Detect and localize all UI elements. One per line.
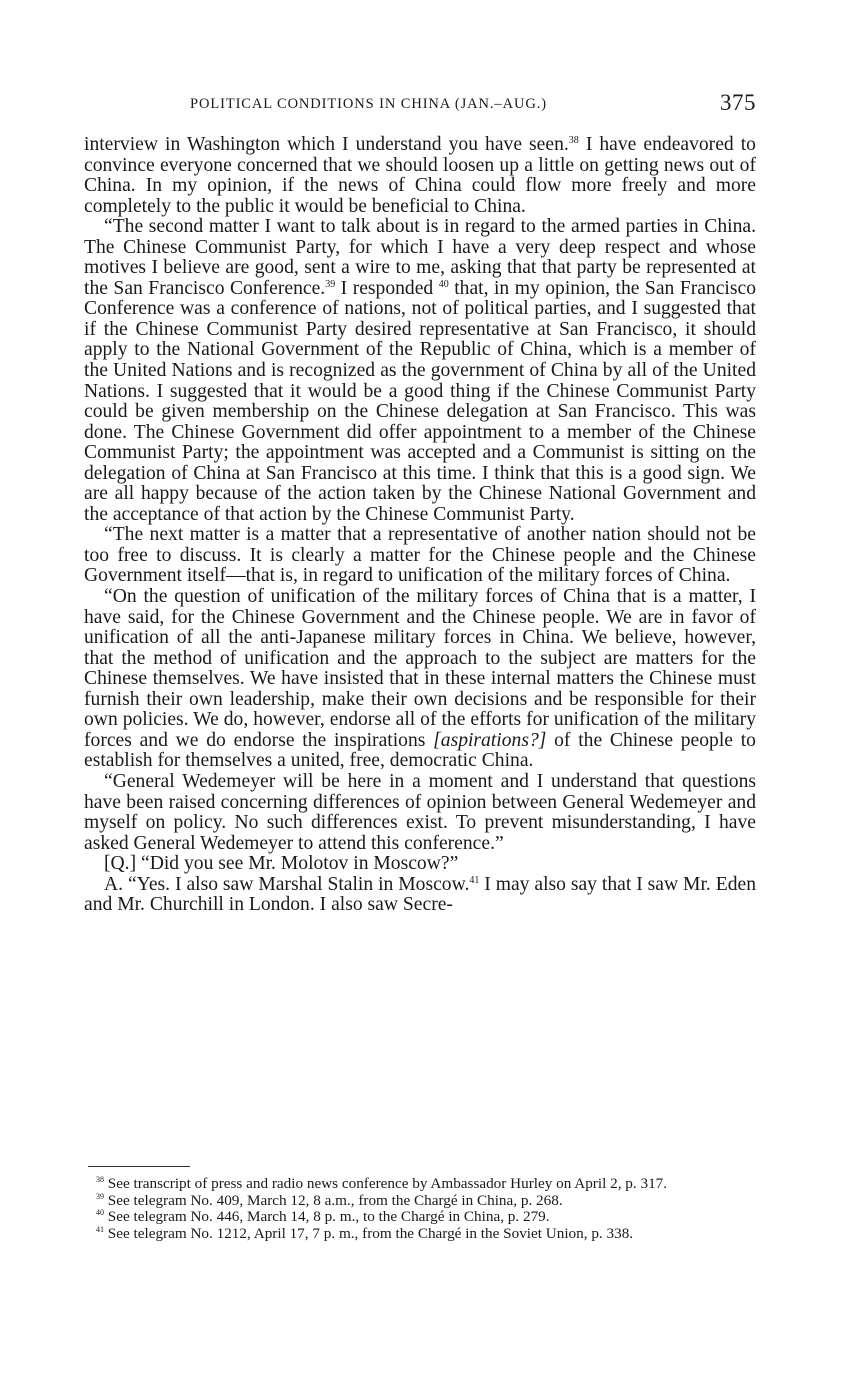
- main-text: [84, 135, 756, 916]
- paragraph-7-text-a: A. “Yes. I also saw Marshal Stalin in Moscow.: [104, 873, 470, 895]
- paragraph-2-text-c: that, in my opinion, the San Francisco Conference was a conference of nations, not of political parties, and I suggested that if the Chinese Communist Party desired representative at San Francisco, it should apply to the National Government of the Republic of China, which is a member of the United Nations and is recognized as the government of China by all of the United Nations. I suggested that it would be a good thing if the Chinese Communist Party could be given membership on the Chinese delegation at San Francisco. This was done. The Chinese Government did offer appointment to a member of the Chinese Communist Party; the appointment was accepted and a Communist is sitting on the delegation of China at San Francisco at this time. I think that this is a good sign. We are all happy because of the action taken by the Chinese National Government and the acceptance of that action by the Chinese Communist Party.: [84, 277, 756, 525]
- paragraph-7-text-b: I may also say that I saw Mr. Eden and Mr. Churchill in London. I also saw Secre-: [84, 873, 756, 916]
- paragraph-5: “General Wedemeyer will be here in a moment and I understand that questions have been raised concerning differences of opinion between General Wedemeyer and myself on policy. No such differences exist. To prevent misunderstanding, I have asked General Wedemeyer to attend this conference.”: [84, 770, 756, 854]
- footnote-ref-40: 40: [438, 278, 449, 290]
- footnote-divider: [88, 1166, 190, 1167]
- paragraph-1: [84, 135, 756, 217]
- footnote-40-number: 40: [96, 1208, 104, 1218]
- footnotes: [84, 1176, 756, 1242]
- page-header: [84, 90, 756, 120]
- paragraph-2-text-b: I responded: [335, 277, 439, 299]
- paragraph-4-text-a: “On the question of unification of the military forces of China that is a matter, I have said, for the Chinese Government and the Chinese people. We are in favor of unification of all the anti-Japanese military forces in China. We believe, however, that the method of unification and the approach to the subject are matters for the Chinese themselves. We have insisted that in these internal matters the Chinese must furnish their own leadership, make their own decisions and be responsible for their own policies. We do, however, endorse all of the efforts for unification of the military forces and we do endorse the inspirations: [84, 586, 756, 751]
- footnote-41-text: See telegram No. 1212, April 17, 7 p. m., from the Chargé in the Soviet Union, p. 338.: [104, 1224, 634, 1242]
- footnote-40-text: See telegram No. 446, March 14, 8 p. m., to the Chargé in China, p. 279.: [104, 1208, 550, 1226]
- footnote-ref-41: 41: [469, 874, 480, 886]
- footnote-38-number: 38: [96, 1175, 104, 1184]
- footnote-39-text: See telegram No. 409, March 12, 8 a.m., from the Chargé in China, p. 268.: [104, 1191, 563, 1209]
- paragraph-6: [Q.] “Did you see Mr. Molotov in Moscow?”: [104, 853, 459, 875]
- footnote-ref-39: 39: [325, 278, 336, 290]
- paragraph-3: “The next matter is a matter that a representative of another nation should not be too free to discuss. It is clearly a matter for the Chinese people and the Chinese Government itself—that is, in regard to unification of the military forces of China.: [84, 524, 756, 587]
- page-number: 375: [720, 90, 756, 115]
- footnote-38-text: See transcript of press and radio news conference by Ambassador Hurley on April 2, p. 317.: [104, 1175, 668, 1192]
- paragraph-4: [84, 587, 756, 772]
- footnote-39: [84, 1193, 756, 1210]
- footnote-ref-38: 38: [568, 135, 579, 146]
- paragraph-2: [84, 217, 756, 525]
- paragraph-1-text-b: I have endeavored to convince everyone concerned that we should loosen up a little on getting news out of China. In my opinion, if the news of China could flow more freely and more completely to the public it would be beneficial to China.: [84, 134, 756, 217]
- running-title: POLITICAL CONDITIONS IN CHINA (JAN.–AUG.): [190, 96, 547, 112]
- footnote-41-number: 41: [96, 1224, 104, 1234]
- footnote-41: [84, 1226, 756, 1243]
- paragraph-2-text-a: “The second matter I want to talk about is in regard to the armed parties in China. The Chinese Communist Party, for which I have a very deep respect and whose motives I believe are good, sent a wire to me, asking that that party be represented at the San Francisco Conference.: [84, 216, 756, 299]
- footnote-38: [84, 1176, 756, 1193]
- footnote-40: [84, 1209, 756, 1226]
- footnote-39-number: 39: [96, 1191, 104, 1201]
- paragraph-4-text-b: of the Chinese people to establish for themselves a united, free, democratic China.: [84, 729, 756, 772]
- paragraph-7: [84, 875, 756, 916]
- paragraph-1-text-a: interview in Washington which I understand you have seen.: [84, 134, 569, 155]
- paragraph-4-bracket-note: [aspirations?]: [433, 729, 547, 751]
